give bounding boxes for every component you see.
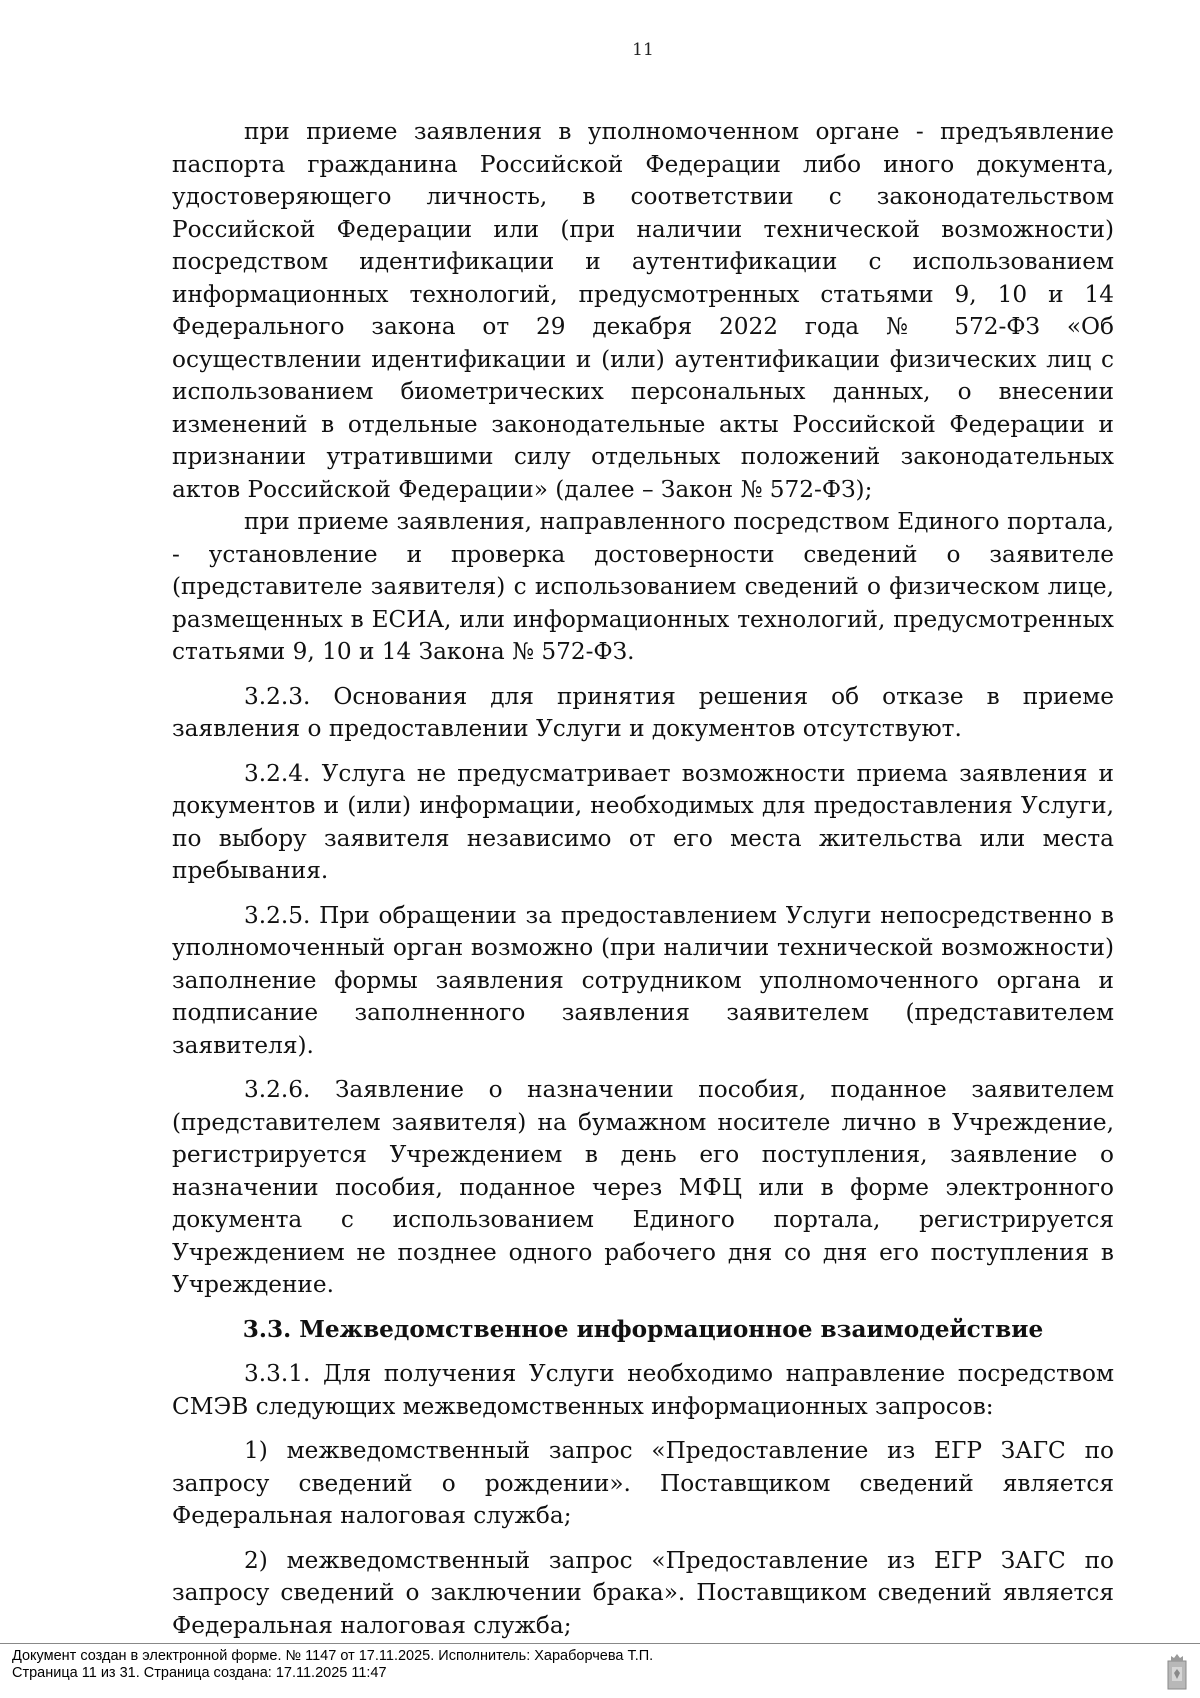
section-heading: 3.3. Межведомственное информационное взаимодействие	[242, 1315, 1044, 1343]
paragraph: 1) межведомственный запрос «Предоставление из ЕГР ЗАГС по запросу сведений о рождении». Поставщиком сведений является Федеральная налоговая служба;	[172, 1437, 1114, 1529]
paragraph: 3.2.4. Услуга не предусматривает возможности приема заявления и документов и (или) информации, необходимых для предоставления Услуги, по выбору заявителя независимо от его места жительства или места пребывания.	[172, 759, 1114, 884]
page-number: 11	[632, 40, 654, 60]
paragraph: 3.3.1. Для получения Услуги необходимо направление посредством СМЭВ следующих межведомственных информационных запросов:	[172, 1360, 1114, 1420]
paragraph: 2) межведомственный запрос «Предоставление из ЕГР ЗАГС по запросу сведений о заключении брака». Поставщиком сведений является Федеральная налоговая служба;	[172, 1546, 1114, 1639]
paragraph: при приеме заявления в уполномоченном органе - предъявление паспорта гражданина Российской Федерации либо иного документа, удостоверяющего личность, в соответствии с законодательством Российской Федерации или (при наличии технической возможности) посредством идентификации и аутентификации с использованием информационных технологий, предусмотренных статьями 9, 10 и 14 Федерального закона от 29 декабря 2022 года № 572-ФЗ «Об осуществлении идентификации и (или) аутентификации физических лиц с использованием биометрических персональных данных, о внесении изменений в отдельные законодательные акты Российской Федерации и признании утратившими силу отдельных положений законодательных актов Российской Федерации» (далее – Закон № 572-ФЗ);	[172, 118, 1114, 503]
footer-page-info: Страница 11 из 31. Страница создана: 17.11.2025 11:47	[12, 1665, 387, 1681]
coat-of-arms-icon	[1166, 1651, 1188, 1691]
document-footer	[12, 1648, 653, 1682]
paragraph: 3.2.5. При обращении за предоставлением Услуги непосредственно в уполномоченный орган возможно (при наличии технической возможности) заполнение формы заявления сотрудником уполномоченного органа и подписание заполненного заявления заявителем (представителем заявителя).	[172, 901, 1114, 1059]
paragraph: при приеме заявления, направленного посредством Единого портала, - установление и проверка достоверности сведений о заявителе (представителе заявителя) с использованием сведений о физическом лице, размещенных в ЕСИА, или информационных технологий, предусмотренных статьями 9, 10 и 14 Закона № 572-ФЗ.	[172, 508, 1114, 665]
document-body	[172, 116, 1114, 1642]
paragraph: 3.2.3. Основания для принятия решения об отказе в приеме заявления о предоставлении Услуги и документов отсутствуют.	[172, 682, 1114, 742]
paragraph: 3.2.6. Заявление о назначении пособия, поданное заявителем (представителем заявителя) на бумажном носителе лично в Учреждение, регистрируется Учреждением в день его поступления, заявление о назначении пособия, поданное через МФЦ или в форме электронного документа с использованием Единого портала, регистрируется Учреждением не позднее одного рабочего дня со дня его поступления в Учреждение.	[172, 1076, 1114, 1298]
footer-document-info: Документ создан в электронной форме. № 1147 от 17.11.2025. Исполнитель: Хараборчева Т.П.	[12, 1648, 654, 1664]
footer-divider	[0, 1643, 1200, 1644]
